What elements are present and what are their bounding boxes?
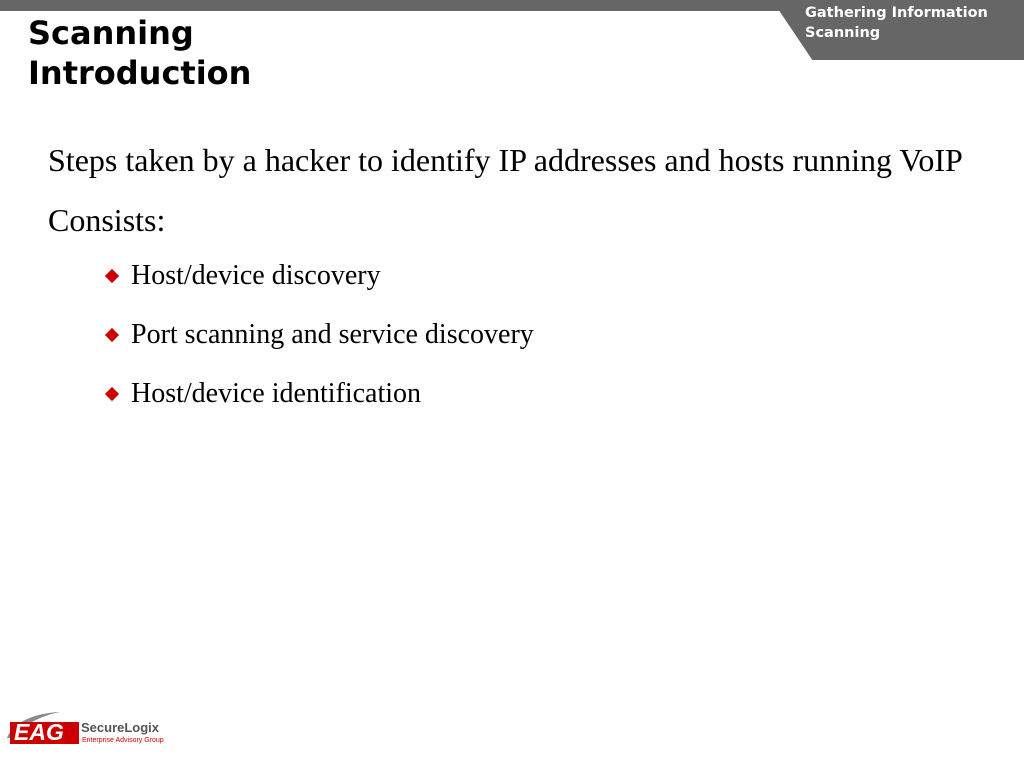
logo-eag-text: EAG [14, 719, 64, 745]
consists-paragraph: Consists: [48, 202, 166, 238]
intro-paragraph: Steps taken by a hacker to identify IP addresses and hosts running VoIP [48, 142, 963, 178]
bullet-item [48, 258, 978, 293]
section-breadcrumb [805, 3, 988, 43]
bullet-text: Host/device discovery [131, 260, 381, 291]
bullet-list [48, 258, 978, 411]
slide-body [48, 140, 978, 435]
logo-tagline-text: Enterprise Advisory Group [82, 737, 164, 744]
bullet-item [48, 317, 978, 352]
bullet-text: Host/device identification [131, 378, 422, 409]
bullet-text: Port scanning and service discovery [131, 319, 534, 350]
company-logo [4, 706, 194, 756]
section-line-1: Gathering Information [805, 5, 988, 21]
diamond-bullet-icon [105, 269, 119, 283]
slide-title [28, 13, 251, 93]
section-line-2: Scanning [805, 25, 881, 41]
diamond-bullet-icon [105, 387, 119, 401]
bullet-item [48, 376, 978, 411]
diamond-bullet-icon [105, 328, 119, 342]
title-line-2: Introduction [28, 54, 252, 92]
logo-securelogix-text: SecureLogix [81, 720, 160, 735]
title-line-1: Scanning [28, 14, 194, 52]
